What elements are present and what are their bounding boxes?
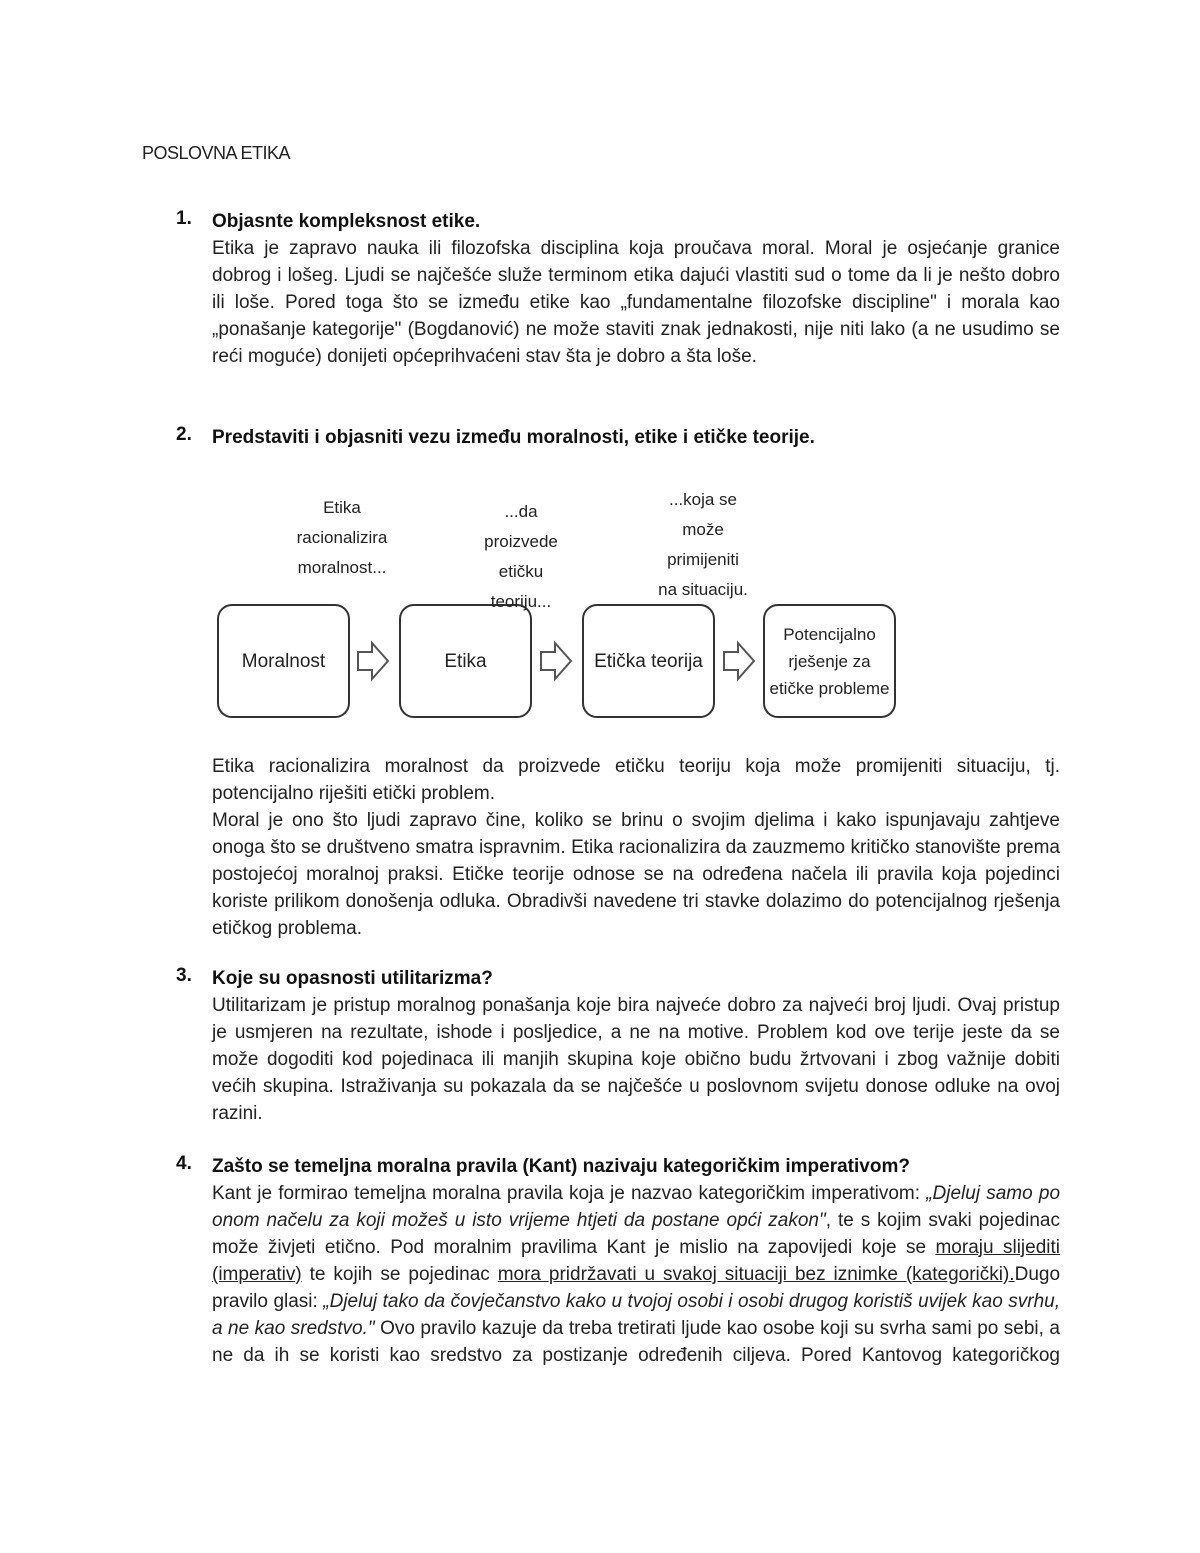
flow-box-label: rješenje za [788,652,871,671]
flow-box [764,605,895,717]
flow-caption-line: primijeniti [667,550,739,569]
question-4 [176,1153,1060,1369]
document-title: POSLOVNA ETIKA [142,143,291,163]
flow-box-label: Etička teorija [594,651,703,672]
flow-box-label: Etika [444,651,487,672]
flow-caption [658,490,748,599]
flow-caption-line: moralnost... [297,558,387,577]
question-answer [212,1180,1060,1369]
question-answer [212,753,1060,942]
flow-caption-line: može [682,520,724,539]
question-heading: Objasnte kompleksnost etike. [212,211,481,232]
flow-box-label: etičke probleme [769,679,890,698]
flow-arrow-icon [541,643,571,679]
question-3 [176,965,1060,1127]
question-heading: Koje su opasnosti utilitarizma? [212,968,493,989]
flow-caption-line: teoriju... [490,592,552,611]
answer-text: te kojih se pojedinac [301,1264,498,1285]
question-heading: Zašto se temeljna moralna pravila (Kant) nazivaju kategoričkim imperativom? [212,1156,910,1177]
flow-caption-line: Etika [323,498,361,517]
question-heading: Predstaviti i objasniti vezu između moralnosti, etike i etičke teorije. [212,427,815,448]
question-number: 1. [176,208,192,229]
kant-quote-2: „Djeluj tako da čovječanstvo kako u tvojoj osobi i osobi drugog koristiš uvijek kao svrhu, a ne kao sredstvo." [212,1291,1060,1339]
flow-caption [297,498,388,577]
question-2 [176,424,1060,451]
flow-caption-line: ...koja se [668,490,738,509]
answer-text: Dugo pravilo glasi: [212,1264,1061,1312]
flow-box [400,605,531,717]
answer-paragraph [212,1180,1060,1369]
flow-box [583,605,714,717]
answer-text: , te s kojim svaki pojedinac može živjeti etično. Pod moralnim pravilima Kant je mislio na zapovijedi koje se [212,1210,1060,1258]
flow-box [218,605,349,717]
question-number: 3. [176,965,192,986]
question-number: 4. [176,1153,192,1174]
answer-paragraph: Utilitarizam je pristup moralnog ponašanja koje bira najveće dobro za najveći broj ljudi. Ovaj pristup je usmjeren na rezultate, ishode i posljedice, a ne na motive. Problem kod ove terije jeste da se može dogoditi kod pojedinaca ili manjih skupina koje obično budu žrtvovani i zbog važnije dobiti većih skupina. Istraživanja su pokazala da se najčešće u poslovnom svijetu donose odluke na ovoj razini. [212,995,1060,1124]
answer-paragraph: Etika racionalizira moralnost da proizvede etičku teoriju koja može promijeniti situaciju, tj. potencijalno riješiti etički problem. [212,756,1060,804]
ethics-flow-diagram [212,485,912,725]
answer-text: Kant je formirao temeljna moralna pravila koja je nazvao kategoričkim imperativom: [212,1183,927,1204]
flow-caption-line: etičku [498,562,544,581]
flow-box-label: Potencijalno [783,625,876,644]
kant-quote-1: „Djeluj samo po onom načelu za koji možeš u isto vrijeme htjeti da postane opći zakon" [212,1183,1061,1231]
flow-caption-line: proizvede [484,532,558,551]
underlined-text: mora pridržavati u svakoj situaciji bez iznimke (kategorički). [497,1264,1015,1285]
answer-paragraph: Etika je zapravo nauka ili filozofska disciplina koja proučava moral. Moral je osjećanje granice dobrog i lošeg. Ljudi se najčešće služe terminom etika dajući vlastiti sud o tome da li je nešto dobro ili loše. Pored toga što se između etike kao „fundamentalne filozofske discipline" i morala kao „ponašanje kategorije" (Bogdanović) ne može staviti znak jednakosti, nije niti lako (a ne usudimo se reći moguće) donijeti općeprihvaćeni stav šta je dobro a šta loše. [212,238,1060,367]
question-answer [212,992,1060,1127]
flow-arrow-icon [724,643,754,679]
flow-caption-line: na situaciju. [658,580,748,599]
flow-caption-line: racionalizira [296,528,388,547]
question-number: 2. [176,424,192,445]
flow-box-label: Moralnost [241,651,326,672]
question-2-answer [176,753,1060,942]
flow-arrow-icon [358,643,388,679]
question-answer [212,235,1060,370]
answer-paragraph: Moral je ono što ljudi zapravo čine, koliko se brinu o svojim djelima i kako ispunjavaju zahtjeve onoga što se društveno smatra ispravnim. Etika racionalizira da zauzmemo kritičko stanovište prema postojećoj moralnoj praksi. Etičke teorije odnose se na određena načela ili pravila koja pojedinci koriste prilikom donošenja odluka. Obradivši navedene tri stavke dolazimo do potencijalnog rješenja etičkog problema. [212,810,1060,939]
underlined-text: moraju slijediti (imperativ) [212,1237,1060,1285]
flow-caption-line: ...da [504,502,538,521]
question-1 [176,208,1060,370]
answer-text: Ovo pravilo kazuje da treba tretirati ljude kao osobe koji su svrha sami po sebi, a ne da ih se koristi kao sredstvo za postizanje određenih ciljeva. Pored Kantovog kategoričkog [212,1318,1060,1366]
flow-caption [484,502,558,611]
